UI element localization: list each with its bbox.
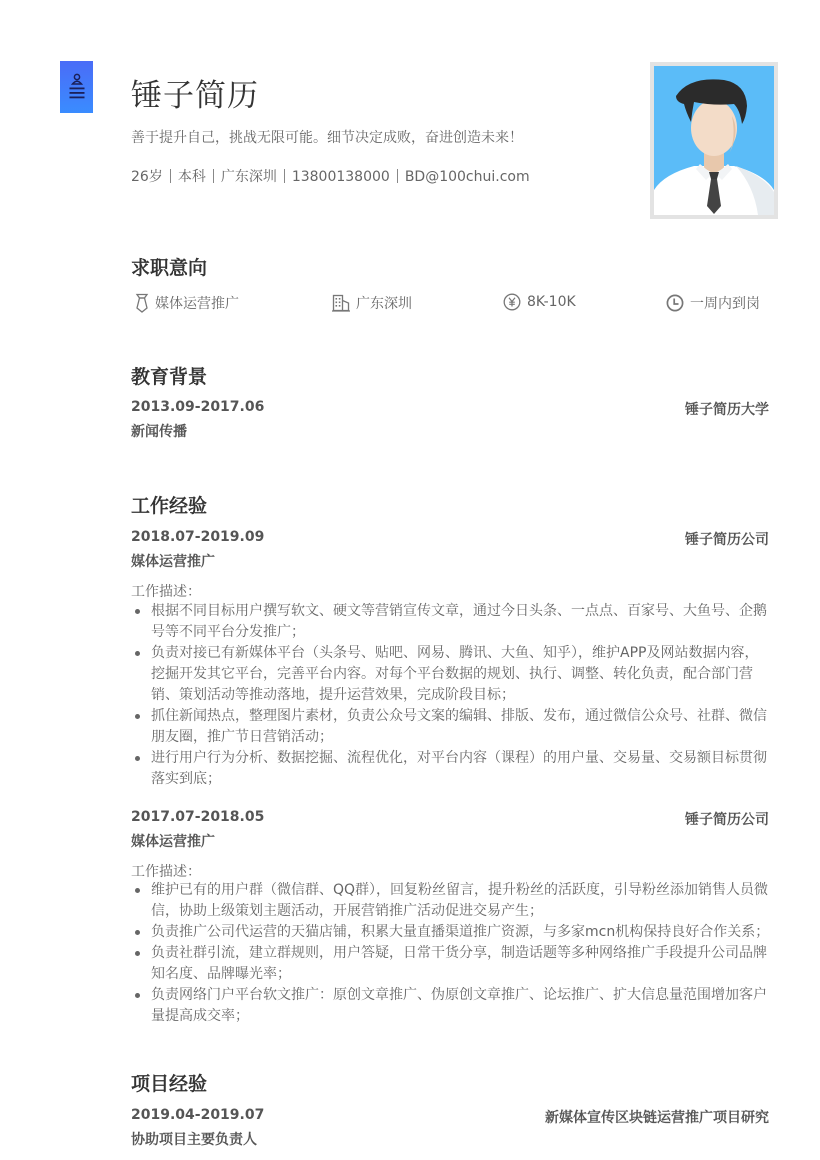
intent-city: [332, 293, 412, 313]
work-company: 锤子简历公司: [685, 812, 769, 828]
work-period: 2018.07-2019.09: [131, 529, 265, 545]
intent-availability: [666, 293, 760, 313]
education-entry-header: [131, 399, 769, 419]
work-entry-1-header: [131, 529, 769, 549]
tie-icon: [135, 293, 149, 313]
avatar-illustration-icon: [654, 66, 774, 215]
work-1-bullets: [131, 601, 771, 790]
personal-info: [131, 166, 530, 186]
intent-position: [135, 293, 239, 313]
info-age: 26岁: [131, 169, 163, 185]
resume-logo-badge: [60, 61, 93, 113]
section-title-projects: 项目经验: [131, 1073, 208, 1095]
project-role: 协助项目主要负责人: [131, 1132, 257, 1148]
work-period: 2017.07-2018.05: [131, 809, 265, 825]
list-item: 负责对接已有新媒体平台（头条号、贴吧、网易、腾讯、大鱼、知乎），维护APP及网站数据内容，挖掘开发其它平台，完善平台内容。对每个平台数据的规划、执行、调整、转化负责，配合部门营销、策划活动等推动落地，提升运营效果，完成阶段目标；: [131, 643, 771, 706]
info-phone: 13800138000: [291, 169, 390, 185]
info-email: BD@100chui.com: [404, 169, 530, 185]
work-desc-label: 工作描述：: [131, 864, 201, 880]
list-item: 抓住新闻热点，整理图片素材，负责公众号文案的编辑、排版、发布，通过微信公众号、社群、微信朋友圈，推广节日营销活动；: [131, 706, 771, 748]
work-position: 媒体运营推广: [131, 554, 215, 570]
job-intent-row: [131, 293, 791, 317]
education-school: 锤子简历大学: [685, 402, 769, 418]
yuan-icon: [503, 293, 521, 311]
divider: [213, 169, 214, 183]
person-list-icon: [68, 72, 86, 102]
intent-position-label: 媒体运营推广: [155, 296, 239, 312]
info-city: 广东深圳: [220, 169, 277, 185]
project-name: 新媒体宣传区块链运营推广项目研究: [545, 1110, 769, 1126]
resume-motto: 善于提升自己，挑战无限可能。细节决定成败，奋进创造未来！: [131, 130, 523, 146]
work-company: 锤子简历公司: [685, 532, 769, 548]
divider: [170, 169, 171, 183]
project-entry-header: [131, 1107, 769, 1127]
intent-availability-label: 一周内到岗: [690, 296, 760, 312]
education-major: 新闻传播: [131, 424, 187, 440]
intent-salary: [503, 293, 576, 311]
section-title-work: 工作经验: [131, 495, 208, 517]
work-position: 媒体运营推广: [131, 834, 215, 850]
intent-city-label: 广东深圳: [356, 296, 412, 312]
work-entry-2-header: [131, 809, 769, 829]
profile-photo: [650, 62, 778, 219]
list-item: 负责社群引流，建立群规则，用户答疑，日常干货分享，制造话题等多种网络推广手段提升公司品牌知名度、品牌曝光率；: [131, 943, 771, 985]
divider: [284, 169, 285, 183]
intent-salary-label: 8K-10K: [527, 294, 576, 310]
building-icon: [332, 294, 350, 312]
resume-name: 锤子简历: [131, 78, 259, 114]
work-2-bullets: [131, 880, 771, 1027]
education-period: 2013.09-2017.06: [131, 399, 265, 415]
section-title-education: 教育背景: [131, 366, 208, 388]
info-degree: 本科: [177, 169, 206, 185]
project-period: 2019.04-2019.07: [131, 1107, 265, 1123]
list-item: 负责推广公司代运营的天猫店铺，积累大量直播渠道推广资源，与多家mcn机构保持良好合作关系；: [131, 922, 771, 943]
list-item: 维护已有的用户群（微信群、QQ群），回复粉丝留言，提升粉丝的活跃度，引导粉丝添加销售人员微信，协助上级策划主题活动，开展营销推广活动促进交易产生；: [131, 880, 771, 922]
list-item: 负责网络门户平台软文推广：原创文章推广、伪原创文章推广、论坛推广、扩大信息量范围增加客户量提高成交率；: [131, 985, 771, 1027]
clock-icon: [666, 294, 684, 312]
work-desc-label: 工作描述：: [131, 584, 201, 600]
divider: [397, 169, 398, 183]
section-title-intent: 求职意向: [131, 257, 208, 279]
list-item: 根据不同目标用户撰写软文、硬文等营销宣传文章，通过今日头条、一点点、百家号、大鱼号、企鹅号等不同平台分发推广；: [131, 601, 771, 643]
list-item: 进行用户行为分析、数据挖掘、流程优化，对平台内容（课程）的用户量、交易量、交易额目标贯彻落实到底；: [131, 748, 771, 790]
